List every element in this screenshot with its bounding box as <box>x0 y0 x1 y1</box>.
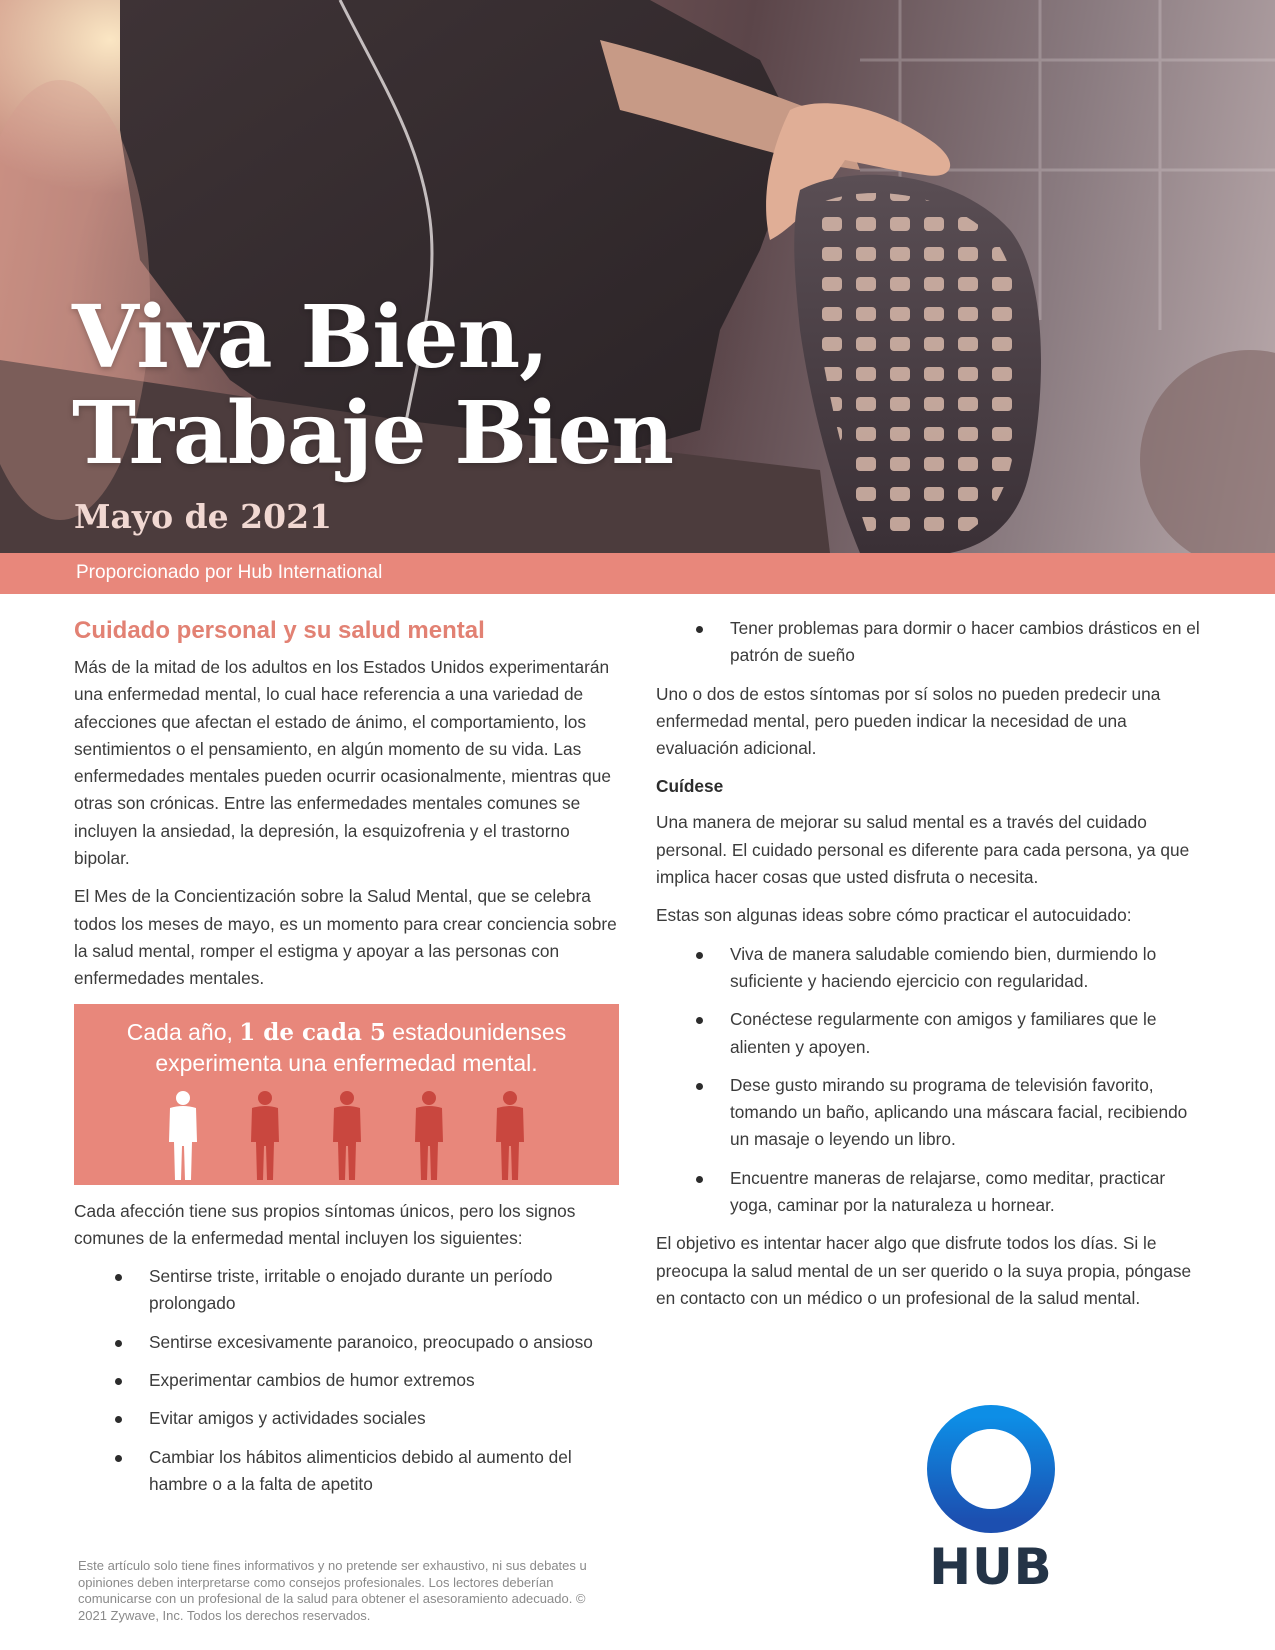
idea-item: Dese gusto mirando su programa de televisión favorito, tomando un baño, aplicando una máscara facial, recibiendo un masaje o leyendo un libro. <box>730 1072 1204 1154</box>
hub-logo-text: HUB <box>929 1538 1053 1596</box>
issue-date: Mayo de 2021 <box>74 497 332 536</box>
left-column <box>74 614 622 1509</box>
people-figures-icon <box>74 1090 619 1185</box>
stat-highlight: 1 de cada 5 <box>239 1018 386 1046</box>
symptom-item: Sentirse triste, irritable o enojado durante un período prolongado <box>149 1263 622 1318</box>
closing-paragraph: El objetivo es intentar hacer algo que disfrute todos los días. Si le preocupa la salud mental de un ser querido o la suya propia, póngase en contacto con un médico o un profesional de la salud mental. <box>656 1233 1192 1308</box>
newsletter-title <box>72 287 674 484</box>
symptom-item: Sentirse excesivamente paranoico, preocupado o ansioso <box>149 1329 622 1356</box>
symptom-item: Experimentar cambios de humor extremos <box>149 1367 622 1394</box>
awareness-paragraph: El Mes de la Concientización sobre la Salud Mental, que se celebra todos los meses de mayo, es un momento para crear conciencia sobre la salud mental, romper el estigma y apoyar a las personas con enfermedades mentales. <box>74 886 617 989</box>
stat-suffix: estadounidenses <box>385 1018 567 1045</box>
self-care-subheading: Cuídese <box>656 776 724 797</box>
hub-logo-ring-icon <box>925 1403 1057 1535</box>
provided-by-text: Proporcionado por Hub International <box>76 562 383 583</box>
idea-item: Viva de manera saludable comiendo bien, durmiendo lo suficiente y haciendo ejercicio con regularidad. <box>730 941 1204 996</box>
stat-line-2: experimenta una enfermedad mental. <box>155 1049 538 1076</box>
figure-highlighted <box>169 1091 197 1180</box>
symptom-item: Cambiar los hábitos alimenticios debido al aumento del hambre o a la falta de apetito <box>149 1444 622 1499</box>
intro-paragraph: Más de la mitad de los adultos en los Estados Unidos experimentarán una enfermedad mental, lo cual hace referencia a una variedad de afecciones que afectan el estado de ánimo, el comportamiento, los sentimientos o el pensamiento, en algún momento de su vida. Las enfermedades mentales pueden ocurrir ocasionalmente, mientras que otras son crónicas. Entre las enfermedades mentales comunes se incluyen la ansiedad, la depresión, la esquizofrenia y el trastorno bipolar. <box>74 657 611 869</box>
title-line-1: Viva Bien, <box>72 287 549 388</box>
symptoms-list <box>74 1263 622 1498</box>
self-care-paragraph: Una manera de mejorar su salud mental es a través del cuidado personal. El cuidado personal es diferente para cada persona, ya que implica hacer cosas que usted disfruta o necesita. <box>656 812 1190 888</box>
ideas-intro: Estas son algunas ideas sobre cómo practicar el autocuidado: <box>656 905 1132 926</box>
stat-prefix: Cada año, <box>126 1018 240 1045</box>
idea-item: Conéctese regularmente con amigos y familiares que le alienten y apoyen. <box>730 1006 1204 1061</box>
hero-banner <box>0 0 1275 553</box>
disclaimer-text: Este artículo solo tiene fines informativos y no pretende ser exhaustivo, ni sus debates u opiniones deben interpretarse como consejos profesionales. Los lectores deberían comunicarse con un profesional de la salud para obtener el asesoramiento adecuado. © 2021 Zywave, Inc. Todos los derechos reservados. <box>78 1558 587 1623</box>
symptoms-intro: Cada afección tiene sus propios síntomas únicos, pero los signos comunes de la enfermedad mental incluyen los siguientes: <box>74 1200 576 1248</box>
title-line-2: Trabaje Bien <box>72 383 674 484</box>
provided-by-bar <box>0 553 1275 594</box>
right-column <box>656 615 1204 1323</box>
symptoms-note: Uno o dos de estos síntomas por sí solos no pueden predecir una enfermedad mental, pero pueden indicar la necesidad de una evaluación adicional. <box>656 683 1161 759</box>
symptom-item: Evitar amigos y actividades sociales <box>149 1405 622 1432</box>
self-care-ideas-list <box>656 941 1204 1220</box>
stat-line-1 <box>74 1017 619 1048</box>
figure <box>333 1091 361 1180</box>
idea-item: Encuentre maneras de relajarse, como meditar, practicar yoga, caminar por la naturaleza u hornear. <box>730 1165 1204 1220</box>
symptom-item: Tener problemas para dormir o hacer cambios drásticos en el patrón de sueño <box>730 615 1204 670</box>
figure <box>251 1091 279 1180</box>
figure <box>415 1091 443 1180</box>
statistic-callout <box>74 1004 619 1185</box>
figure <box>496 1091 524 1180</box>
symptoms-list-continued <box>656 615 1204 670</box>
article-heading: Cuidado personal y su salud mental <box>74 617 485 644</box>
